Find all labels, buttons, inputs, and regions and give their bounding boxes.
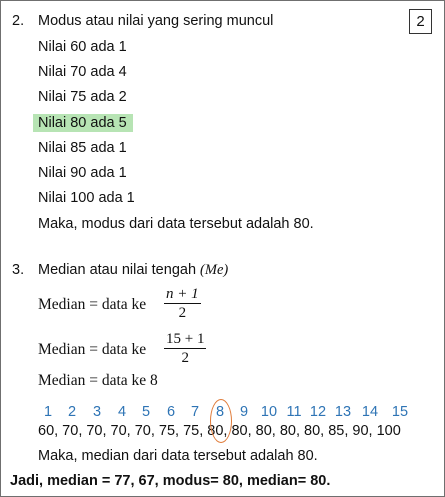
final-summary: Jadi, median = 77, 67, modus= 80, median= 80. (10, 473, 331, 489)
median-formula-1-prefix: Median = data ke (38, 296, 147, 313)
median-title (38, 261, 228, 279)
modus-number: 2. (12, 13, 25, 29)
data-index: 2 (67, 404, 77, 420)
median-formula-3: Median = data ke 8 (38, 372, 158, 389)
median-number: 3. (12, 262, 25, 278)
data-index: 7 (190, 404, 200, 420)
modus-item: Nilai 70 ada 4 (38, 64, 127, 80)
data-index: 13 (334, 404, 352, 420)
sorted-data-values: 60, 70, 70, 70, 70, 75, 75, 80, 80, 80, 80, 80, 85, 90, 100 (38, 423, 401, 439)
modus-item: Nilai 60 ada 1 (38, 39, 127, 55)
fraction-numerator: n + 1 (166, 286, 199, 302)
median-formula-1-fraction (164, 285, 201, 322)
data-index: 6 (166, 404, 176, 420)
modus-item-highlighted (38, 114, 133, 132)
median-circle-marker (210, 399, 232, 443)
modus-item: Nilai 90 ada 1 (38, 165, 127, 181)
median-formula-2-fraction (164, 330, 206, 367)
data-index: 1 (43, 404, 53, 420)
data-index: 5 (141, 404, 151, 420)
fraction-denominator: 2 (181, 350, 189, 366)
data-index-median: 8 (215, 404, 225, 420)
modus-conclusion: Maka, modus dari data tersebut adalah 80. (38, 216, 314, 232)
median-conclusion: Maka, median dari data tersebut adalah 80. (38, 448, 318, 464)
data-index: 12 (309, 404, 327, 420)
data-index: 15 (391, 404, 409, 420)
data-index: 9 (239, 404, 249, 420)
page-number-badge: 2 (409, 9, 432, 34)
median-title-symbol: (Me) (200, 262, 229, 278)
fraction-denominator: 2 (178, 305, 187, 321)
data-index: 4 (117, 404, 127, 420)
median-formula-2-prefix: Median = data ke (38, 341, 147, 358)
modus-title: Modus atau nilai yang sering muncul (38, 13, 274, 29)
modus-item: Nilai 75 ada 2 (38, 89, 127, 105)
modus-item: Nilai 100 ada 1 (38, 190, 135, 206)
modus-item: Nilai 85 ada 1 (38, 140, 127, 156)
data-index: 10 (260, 404, 278, 420)
fraction-numerator: 15 + 1 (166, 331, 205, 347)
data-index: 3 (92, 404, 102, 420)
data-index: 11 (286, 404, 302, 420)
median-title-text: Median atau nilai tengah (38, 262, 197, 278)
data-index: 14 (361, 404, 379, 420)
highlight-mark: Nilai 80 ada 5 (33, 114, 133, 132)
